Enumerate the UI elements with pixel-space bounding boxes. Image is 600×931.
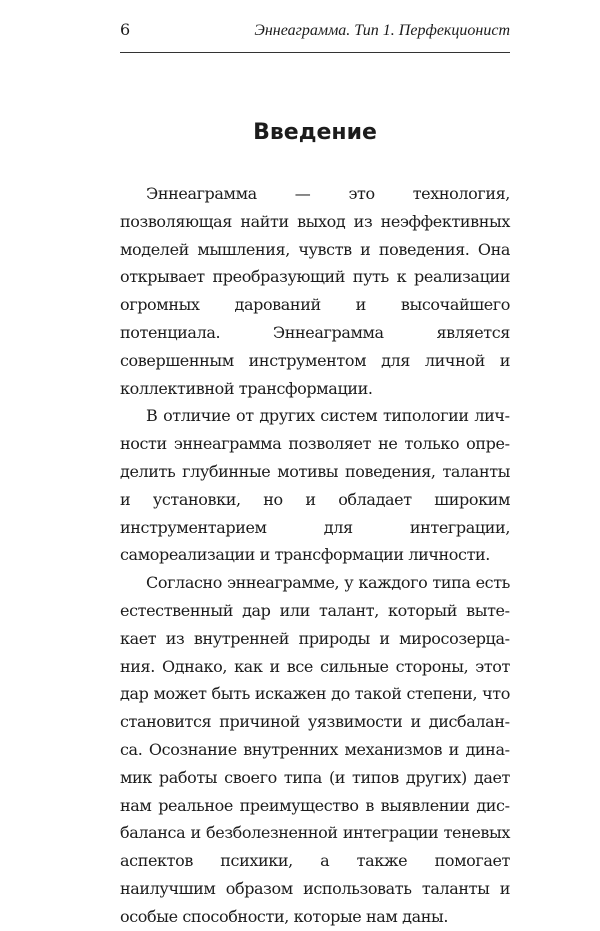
body-text [120, 180, 510, 931]
chapter-title: Введение [253, 120, 377, 145]
page-number: 6 [120, 20, 131, 39]
header-divider [120, 52, 510, 53]
running-title: Эннеаграмма. Тип 1. Перфекционист [254, 22, 510, 39]
paragraph: В отличие от других систем типологии личности эннеаграмма позволяет не только определить глубинные мотивы поведения, таланты и установки, но и обладает широким инструментарием для интеграции, самореализации и трансформации личности. [120, 406, 510, 565]
page-header [120, 20, 510, 40]
paragraph: Согласно эннеаграмме, у каждого типа есть естественный дар или талант, который вытекает из внутренней природы и миросозерцания. Однако, как и все сильные стороны, этот дар может быть искажен до такой степени, что становится причиной уязвимости и дисбаланса. Осознание внутренних механизмов и динамик работы своего типа (и типов других) дает нам реальное преимущество в выявлении дисбаланса и безболезненной интеграции теневых аспектов психики, а также помогает наилучшим образом использовать таланты и особые способности, которые нам даны. [120, 573, 510, 926]
paragraph: Эннеаграмма — это технология, позволяющая найти выход из неэффективных моделей мышления, чувств и поведения. Она открывает преобразующий путь к реализации огромных дарований и высочайшего потенциала. Эннеаграмма является совершенным инструментом для личной и коллективной трансформации. [120, 184, 510, 398]
